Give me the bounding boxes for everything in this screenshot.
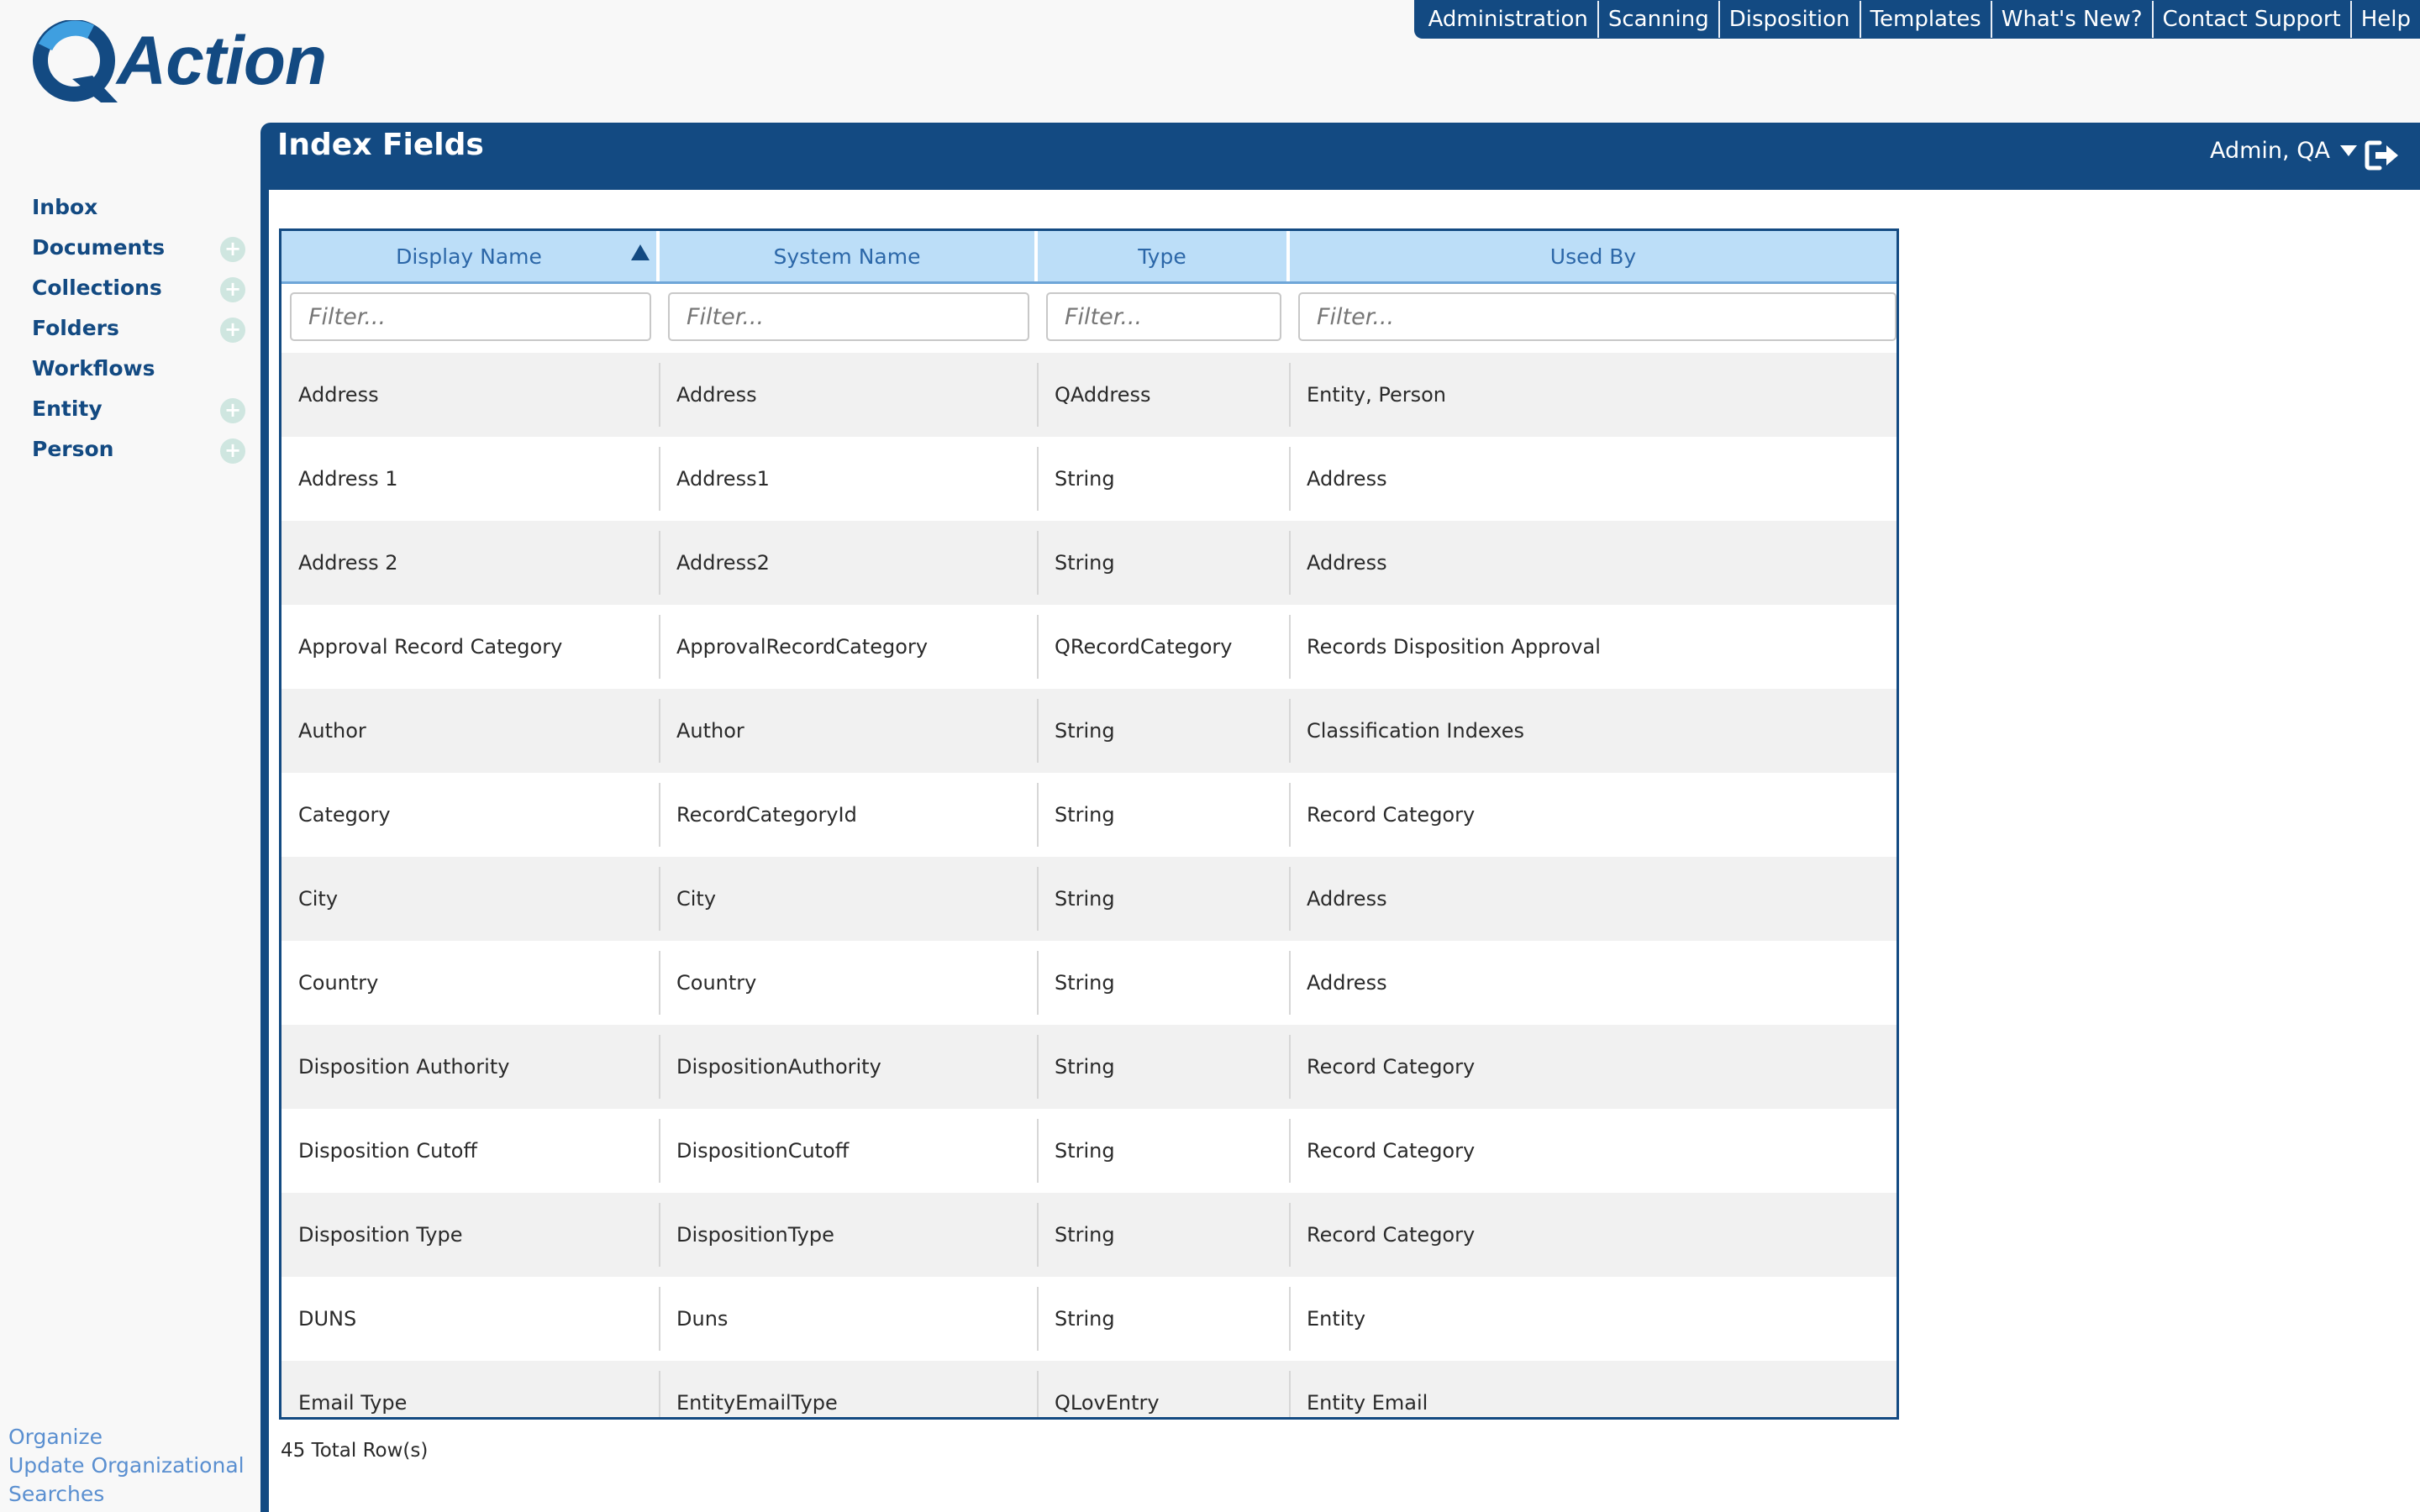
- sidebar-item-entity[interactable]: [0, 388, 260, 428]
- cell-used-by: Entity: [1307, 1307, 1366, 1331]
- column-label: Type: [1138, 244, 1186, 269]
- column-separator: [1289, 447, 1291, 511]
- cell-display-name: Disposition Cutoff: [298, 1139, 477, 1163]
- sidebar-item-label: Workflows: [32, 355, 155, 381]
- cell-used-by: Record Category: [1307, 1055, 1476, 1079]
- column-separator: [659, 447, 660, 511]
- column-separator: [1037, 1287, 1039, 1351]
- cell-used-by: Record Category: [1307, 1223, 1476, 1247]
- total-row-count: 45 Total Row(s): [281, 1440, 429, 1462]
- cell-used-by: Classification Indexes: [1307, 719, 1525, 743]
- filter-system-name-input[interactable]: [668, 292, 1029, 341]
- nav-help[interactable]: Help: [2350, 1, 2420, 38]
- column-separator: [659, 867, 660, 931]
- add-document-icon[interactable]: +: [220, 237, 245, 262]
- add-folder-icon[interactable]: +: [220, 318, 245, 343]
- cell-type: String: [1055, 1223, 1115, 1247]
- filter-used-by-input[interactable]: [1298, 292, 1897, 341]
- sort-ascending-icon: [631, 244, 650, 261]
- column-separator: [1289, 783, 1291, 847]
- sidebar: [0, 186, 260, 469]
- cell-display-name: Approval Record Category: [298, 635, 563, 659]
- cell-display-name: Address: [298, 383, 379, 407]
- cell-system-name: EntityEmailType: [676, 1391, 838, 1415]
- sidebar-item-label: Person: [32, 436, 114, 461]
- column-separator: [1289, 1203, 1291, 1267]
- column-separator: [1289, 1287, 1291, 1351]
- column-separator: [1289, 1371, 1291, 1420]
- column-label: Display Name: [396, 244, 542, 269]
- table-row[interactable]: [281, 1361, 1897, 1420]
- add-person-icon[interactable]: +: [220, 438, 245, 464]
- cell-system-name: City: [676, 887, 717, 911]
- cell-used-by: Entity Email: [1307, 1391, 1428, 1415]
- cell-type: String: [1055, 887, 1115, 911]
- link-organize[interactable]: Organize: [8, 1425, 103, 1449]
- cell-display-name: City: [298, 887, 339, 911]
- cell-system-name: RecordCategoryId: [676, 803, 857, 827]
- cell-display-name: Category: [298, 803, 391, 827]
- column-separator: [659, 1371, 660, 1420]
- sidebar-item-label: Collections: [32, 275, 162, 300]
- column-separator: [659, 951, 660, 1015]
- column-separator: [1289, 867, 1291, 931]
- sidebar-item-label: Entity: [32, 396, 103, 421]
- column-separator: [1037, 1203, 1039, 1267]
- column-separator: [1037, 783, 1039, 847]
- nav-contact-support[interactable]: Contact Support: [2152, 1, 2350, 38]
- cell-type: String: [1055, 971, 1115, 995]
- column-separator: [1037, 1371, 1039, 1420]
- cell-type: String: [1055, 1055, 1115, 1079]
- filter-display-name-input[interactable]: [290, 292, 651, 341]
- column-separator: [1289, 615, 1291, 679]
- cell-type: String: [1055, 1307, 1115, 1331]
- sidebar-item-workflows[interactable]: [0, 348, 260, 388]
- cell-system-name: Duns: [676, 1307, 729, 1331]
- cell-used-by: Record Category: [1307, 803, 1476, 827]
- cell-display-name: Disposition Authority: [298, 1055, 510, 1079]
- table-row[interactable]: [281, 773, 1897, 857]
- column-header-used-by[interactable]: [1290, 231, 1897, 281]
- cell-type: String: [1055, 719, 1115, 743]
- nav-whats-new[interactable]: What's New?: [1991, 1, 2152, 38]
- brand-name: Action: [117, 23, 327, 99]
- cell-system-name: DispositionAuthority: [676, 1055, 881, 1079]
- cell-display-name: Address 1: [298, 467, 398, 491]
- nav-templates[interactable]: Templates: [1860, 1, 1991, 38]
- filter-type-input[interactable]: [1046, 292, 1281, 341]
- nav-scanning[interactable]: Scanning: [1597, 1, 1718, 38]
- link-update-organizational[interactable]: Update Organizational: [8, 1453, 245, 1478]
- cell-system-name: Country: [676, 971, 757, 995]
- cell-type: QLovEntry: [1055, 1391, 1160, 1415]
- cell-display-name: DUNS: [298, 1307, 357, 1331]
- cell-system-name: ApprovalRecordCategory: [676, 635, 929, 659]
- q-logo-icon: [30, 20, 123, 104]
- add-entity-icon[interactable]: +: [220, 398, 245, 423]
- column-separator: [1037, 951, 1039, 1015]
- table-row[interactable]: [281, 1193, 1897, 1277]
- grid-header: [281, 231, 1897, 284]
- column-separator: [1037, 1119, 1039, 1183]
- table-row[interactable]: [281, 521, 1897, 605]
- filter-row: [281, 284, 1897, 353]
- sidebar-item-label: Documents: [32, 234, 166, 260]
- column-separator: [1289, 1035, 1291, 1099]
- column-label: System Name: [773, 244, 921, 269]
- app-logo: [30, 18, 333, 102]
- top-navigation: [1414, 0, 2420, 39]
- column-separator: [659, 1035, 660, 1099]
- user-name: Admin, QA: [2210, 138, 2330, 164]
- nav-administration[interactable]: Administration: [1428, 7, 1588, 32]
- column-header-type[interactable]: [1038, 231, 1290, 281]
- cell-system-name: Address2: [676, 551, 770, 575]
- column-separator: [659, 699, 660, 763]
- column-header-display-name[interactable]: [281, 231, 660, 281]
- nav-disposition[interactable]: Disposition: [1718, 1, 1860, 38]
- column-separator: [659, 1119, 660, 1183]
- cell-used-by: Records Disposition Approval: [1307, 635, 1601, 659]
- cell-display-name: Author: [298, 719, 366, 743]
- cell-system-name: DispositionCutoff: [676, 1139, 850, 1163]
- sidebar-item-label: Inbox: [32, 194, 98, 219]
- cell-type: String: [1055, 803, 1115, 827]
- cell-used-by: Address: [1307, 887, 1387, 911]
- column-separator: [659, 783, 660, 847]
- column-separator: [1037, 699, 1039, 763]
- sidebar-item-person[interactable]: [0, 428, 260, 469]
- table-row[interactable]: [281, 605, 1897, 689]
- table-row[interactable]: [281, 1025, 1897, 1109]
- cell-system-name: Author: [676, 719, 744, 743]
- cell-type: QAddress: [1055, 383, 1151, 407]
- cell-used-by: Address: [1307, 971, 1387, 995]
- sidebar-item-collections[interactable]: [0, 267, 260, 307]
- cell-type: QRecordCategory: [1055, 635, 1233, 659]
- sidebar-item-documents[interactable]: [0, 227, 260, 267]
- cell-type: String: [1055, 1139, 1115, 1163]
- table-row[interactable]: [281, 689, 1897, 773]
- table-row[interactable]: [281, 857, 1897, 941]
- column-separator: [659, 363, 660, 427]
- caret-down-icon: [2340, 145, 2357, 157]
- page-title: Index Fields: [277, 128, 484, 162]
- column-separator: [1289, 363, 1291, 427]
- column-separator: [1289, 951, 1291, 1015]
- cell-display-name: Country: [298, 971, 379, 995]
- table-row[interactable]: [281, 353, 1897, 437]
- sidebar-links: [8, 1423, 245, 1509]
- table-row[interactable]: [281, 1277, 1897, 1361]
- cell-system-name: Address1: [676, 467, 770, 491]
- column-separator: [1289, 699, 1291, 763]
- cell-display-name: Disposition Type: [298, 1223, 463, 1247]
- table-row[interactable]: [281, 941, 1897, 1025]
- column-separator: [659, 1203, 660, 1267]
- column-separator: [1289, 531, 1291, 595]
- cell-used-by: Record Category: [1307, 1139, 1476, 1163]
- sidebar-item-label: Folders: [32, 315, 119, 340]
- column-separator: [659, 531, 660, 595]
- link-searches[interactable]: Searches: [8, 1482, 105, 1506]
- index-fields-grid: [279, 228, 1899, 1420]
- logout-icon[interactable]: [2365, 139, 2400, 171]
- column-separator: [1037, 1035, 1039, 1099]
- column-separator: [659, 615, 660, 679]
- cell-system-name: DispositionType: [676, 1223, 834, 1247]
- sidebar-item-folders[interactable]: [0, 307, 260, 348]
- cell-used-by: Entity, Person: [1307, 383, 1446, 407]
- column-separator: [1289, 1119, 1291, 1183]
- column-separator: [1037, 867, 1039, 931]
- cell-system-name: Address: [676, 383, 757, 407]
- column-separator: [1037, 447, 1039, 511]
- column-separator: [659, 1287, 660, 1351]
- cell-type: String: [1055, 551, 1115, 575]
- grid-rows: [281, 353, 1897, 1420]
- cell-type: String: [1055, 467, 1115, 491]
- column-separator: [1037, 615, 1039, 679]
- column-separator: [1037, 363, 1039, 427]
- cell-display-name: Email Type: [298, 1391, 408, 1415]
- column-header-system-name[interactable]: [660, 231, 1038, 281]
- add-collection-icon[interactable]: +: [220, 277, 245, 302]
- sidebar-item-inbox[interactable]: [0, 186, 260, 227]
- column-separator: [1037, 531, 1039, 595]
- table-row[interactable]: [281, 437, 1897, 521]
- table-row[interactable]: [281, 1109, 1897, 1193]
- column-label: Used By: [1549, 244, 1637, 269]
- user-menu[interactable]: [2210, 138, 2357, 164]
- cell-display-name: Address 2: [298, 551, 398, 575]
- cell-used-by: Address: [1307, 467, 1387, 491]
- cell-used-by: Address: [1307, 551, 1387, 575]
